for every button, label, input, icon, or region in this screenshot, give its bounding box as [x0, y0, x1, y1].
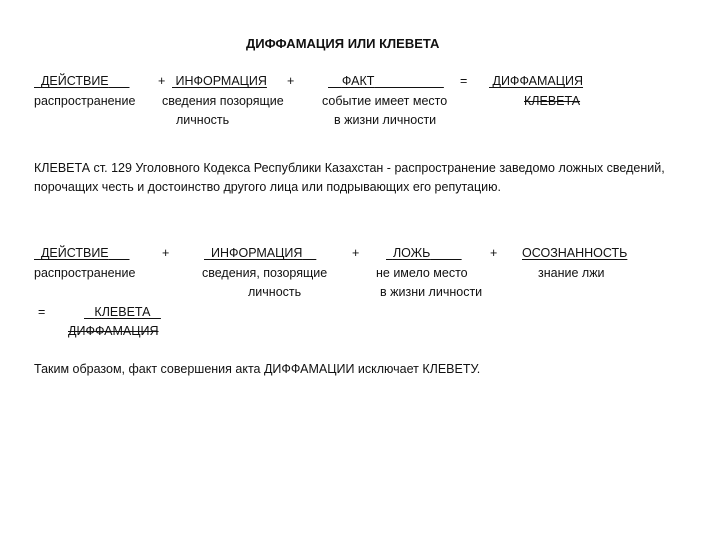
note-information: сведения позорящие	[162, 94, 284, 108]
equals-sign: =	[38, 305, 46, 319]
note-fact-2: в жизни личности	[334, 113, 437, 127]
term-awareness: ОСОЗНАННОСТЬ	[522, 246, 628, 260]
libel-definition: КЛЕВЕТА ст. 129 Уголовного Кодекса Республики Казахстан - распространение заведомо ложных сведений, порочащих честь и достоинство другого лица или подрывающих его репутацию.	[34, 161, 665, 194]
term-action: ДЕЙСТВИЕ	[40, 246, 109, 260]
plus-sign: +	[490, 246, 498, 260]
term-libel: КЛЕВЕТА	[94, 305, 151, 319]
conclusion: Таким образом, факт совершения акта ДИФФАМАЦИИ исключает КЛЕВЕТУ.	[34, 362, 481, 376]
note-information-2: личность	[248, 285, 302, 299]
plus-sign: +	[287, 74, 295, 88]
term-information: ИНФОРМАЦИЯ	[210, 246, 303, 260]
plus-sign: +	[352, 246, 360, 260]
term-diffamation: ДИФФАМАЦИЯ	[492, 74, 584, 88]
note-awareness: знание лжи	[538, 266, 605, 280]
note-action: распространение	[34, 94, 136, 108]
equals-sign: =	[460, 74, 468, 88]
note-diffamation-struck: ДИФФАМАЦИЯ	[68, 324, 159, 338]
note-information: сведения, позорящие	[202, 266, 328, 280]
note-fact: событие имеет место	[322, 94, 448, 108]
term-lie: ЛОЖЬ	[392, 246, 431, 260]
term-fact: ФАКТ	[341, 74, 375, 88]
term-action: ДЕЙСТВИЕ	[40, 74, 109, 88]
note-libel-struck: КЛЕВЕТА	[524, 94, 581, 108]
note-lie-2: в жизни личности	[380, 285, 483, 299]
term-information: ИНФОРМАЦИЯ	[175, 74, 267, 88]
plus-sign: +	[158, 74, 166, 88]
note-information-2: личность	[176, 113, 230, 127]
page-title: ДИФФАМАЦИЯ ИЛИ КЛЕВЕТА	[246, 36, 440, 51]
note-lie: не имело место	[376, 266, 468, 280]
plus-sign: +	[162, 246, 170, 260]
note-action: распространение	[34, 266, 136, 280]
